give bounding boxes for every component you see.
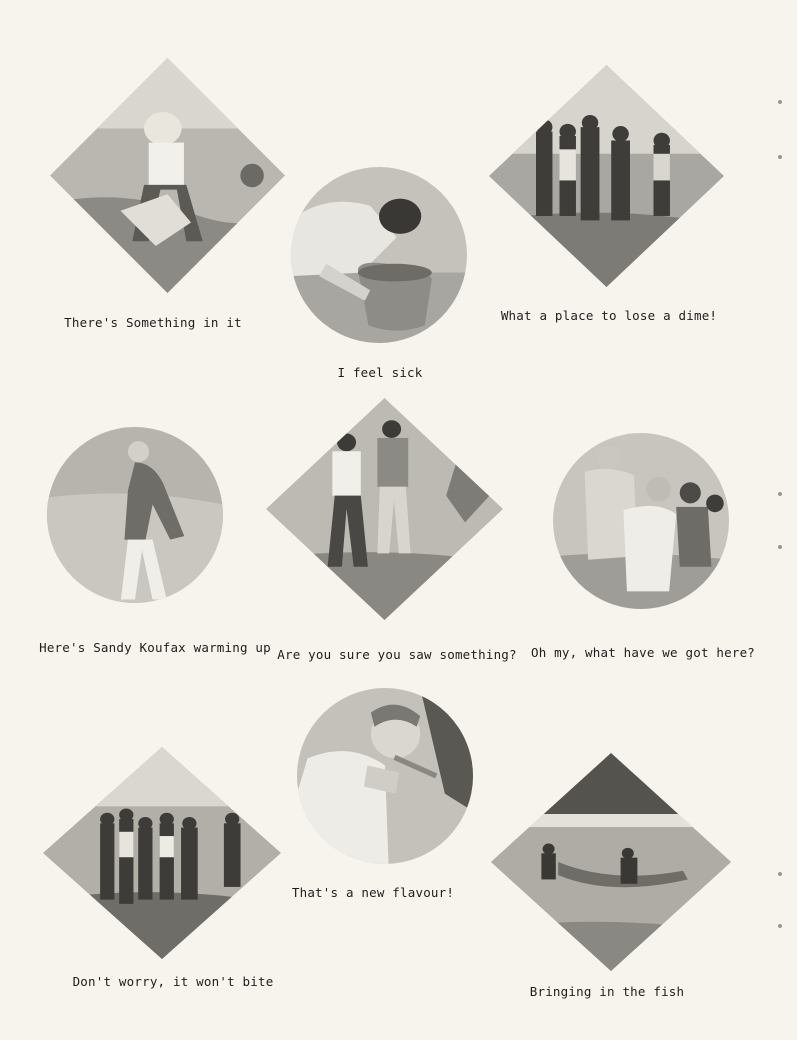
binder-mark bbox=[778, 100, 782, 104]
photo-net-in-water bbox=[50, 58, 285, 293]
photo-group-shoreline bbox=[489, 65, 724, 287]
photo-examining bbox=[553, 433, 729, 609]
photo-koufax bbox=[47, 427, 223, 603]
caption-what-have-we-got: Oh my, what have we got here? bbox=[530, 645, 756, 660]
binder-mark bbox=[778, 924, 782, 928]
photo-group-beach bbox=[43, 747, 281, 959]
caption-something-in-it: There's Something in it bbox=[64, 315, 242, 330]
photo-seine-net bbox=[491, 753, 731, 971]
photo-tasting bbox=[297, 688, 473, 864]
binder-mark bbox=[778, 155, 782, 159]
caption-bringing-fish: Bringing in the fish bbox=[529, 984, 685, 999]
caption-wont-bite: Don't worry, it won't bite bbox=[72, 974, 274, 989]
binder-mark bbox=[778, 492, 782, 496]
caption-new-flavour: That's a new flavour! bbox=[291, 885, 455, 900]
binder-mark bbox=[778, 872, 782, 876]
caption-sandy-koufax: Here's Sandy Koufax warming up bbox=[39, 640, 271, 655]
photo-wading-pair bbox=[266, 398, 503, 620]
photo-bucket bbox=[291, 167, 467, 343]
caption-feel-sick: I feel sick bbox=[337, 365, 423, 380]
binder-mark bbox=[778, 545, 782, 549]
caption-lose-a-dime: What a place to lose a dime! bbox=[500, 308, 718, 323]
caption-saw-something: Are you sure you saw something? bbox=[277, 647, 517, 662]
